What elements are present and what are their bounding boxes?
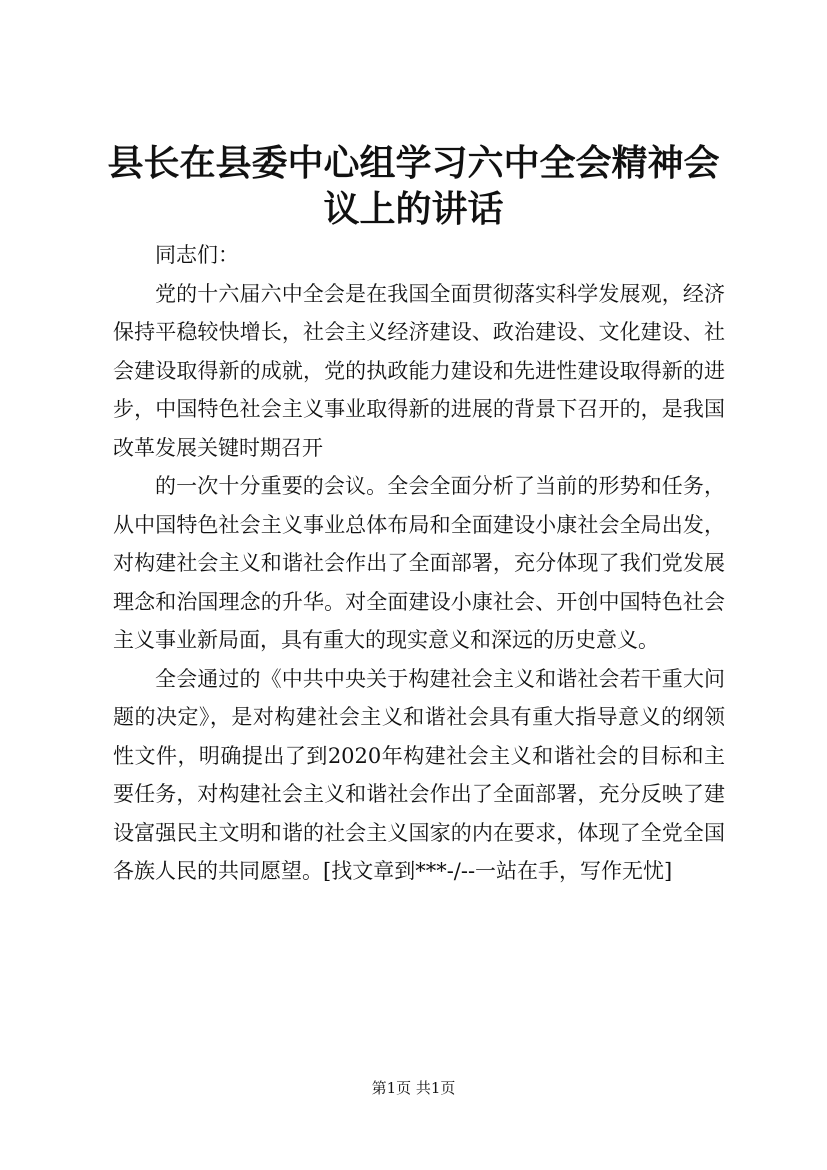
document-title: 县长在县委中心组学习六中全会精神会议上的讲话 <box>107 142 720 230</box>
paragraph-3: 全会通过的《中共中央关于构建社会主义和谐社会若干重大问题的决定》，是对构建社会主义和谐社会具有重大指导意义的纲领性文件，明确提出了到2020年构建社会主义和谐社会的目标和主要任务，对构建社会主义和谐社会作出了全面部署，充分反映了建设富强民主文明和谐的社会主义国家的内在要求，体现了全党全国各族人民的共同愿望。[找文章到***-/--一站在手，写作无忧] <box>113 666 725 883</box>
document-body <box>113 236 725 891</box>
paragraph-2: 的一次十分重要的会议。全会全面分析了当前的形势和任务，从中国特色社会主义事业总体布局和全面建设小康社会全局出发，对构建社会主义和谐社会作出了全面部署，充分体现了我们党发展理念和治国理念的升华。对全面建设小康社会、开创中国特色社会主义事业新局面，具有重大的现实意义和深远的历史意义。 <box>113 474 725 652</box>
salutation: 同志们： <box>155 243 239 267</box>
page-number-footer: 第1页 共1页 <box>371 1079 456 1097</box>
paragraph-1: 党的十六届六中全会是在我国全面贯彻落实科学发展观，经济保持平稳较快增长，社会主义经济建设、政治建设、文化建设、社会建设取得新的成就，党的执政能力建设和先进性建设取得新的进步，中国特色社会主义事业取得新的进展的背景下召开的，是我国改革发展关键时期召开 <box>113 281 725 460</box>
